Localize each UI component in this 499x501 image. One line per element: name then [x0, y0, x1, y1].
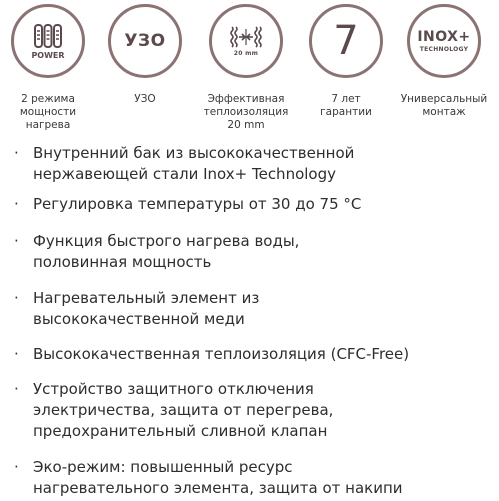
list-item-text: Внутренний бак из высококачественной нержавеющей стали Inox+ Technology [33, 144, 355, 183]
list-item-text: Эко-режим: повышенный ресурс нагревательного элемента, защита от накипи [33, 458, 403, 497]
list-item-text: Регулировка температуры от 30 до 75 °С [33, 195, 362, 213]
bullet-icon: · [14, 195, 19, 213]
rcd-icon-label: УЗО [124, 31, 166, 51]
power-icon-circle [11, 4, 85, 78]
feature-caption: Универсальный монтаж [400, 93, 488, 118]
inox-icon-sublabel: TECHNOLOGY [419, 46, 469, 53]
feature-caption: 2 режима мощности нагрева [19, 93, 77, 131]
list-item-text: Функция быстрого нагрева воды, половинная мощность [33, 232, 300, 271]
insulation-icon-label: 20 mm [233, 50, 259, 57]
power-icon [33, 23, 63, 49]
warranty-icon [309, 4, 383, 78]
inox-icon-label: INOX+ [417, 29, 471, 45]
inox-icon [407, 4, 481, 78]
insulation-icon [229, 25, 263, 49]
feature-caption: 7 лет гарантии [320, 93, 372, 118]
bullet-icon: · [14, 289, 19, 307]
list-item-text: Устройство защитного отключения электричества, защита от перегрева, предохранительный сливной клапан [33, 380, 334, 440]
bullet-icon: · [14, 380, 19, 398]
feature-caption: Эффективная теплоизоляция 20 mm [203, 93, 289, 131]
list-item-text: Высококачественная теплоизоляция (CFC-Free) [33, 345, 410, 363]
power-icon-label: POWER [31, 50, 65, 60]
rcd-icon [108, 4, 182, 78]
bullet-icon: · [14, 345, 19, 363]
bullet-icon: · [14, 144, 19, 162]
bullet-icon: · [14, 458, 19, 476]
bullet-icon: · [14, 232, 19, 250]
features-row [0, 0, 499, 140]
insulation-icon-circle [209, 4, 283, 78]
warranty-icon-label: 7 [333, 18, 359, 64]
feature-caption: УЗО [134, 93, 156, 105]
list-item-text: Нагревательный элемент из высококачественной меди [33, 289, 260, 328]
